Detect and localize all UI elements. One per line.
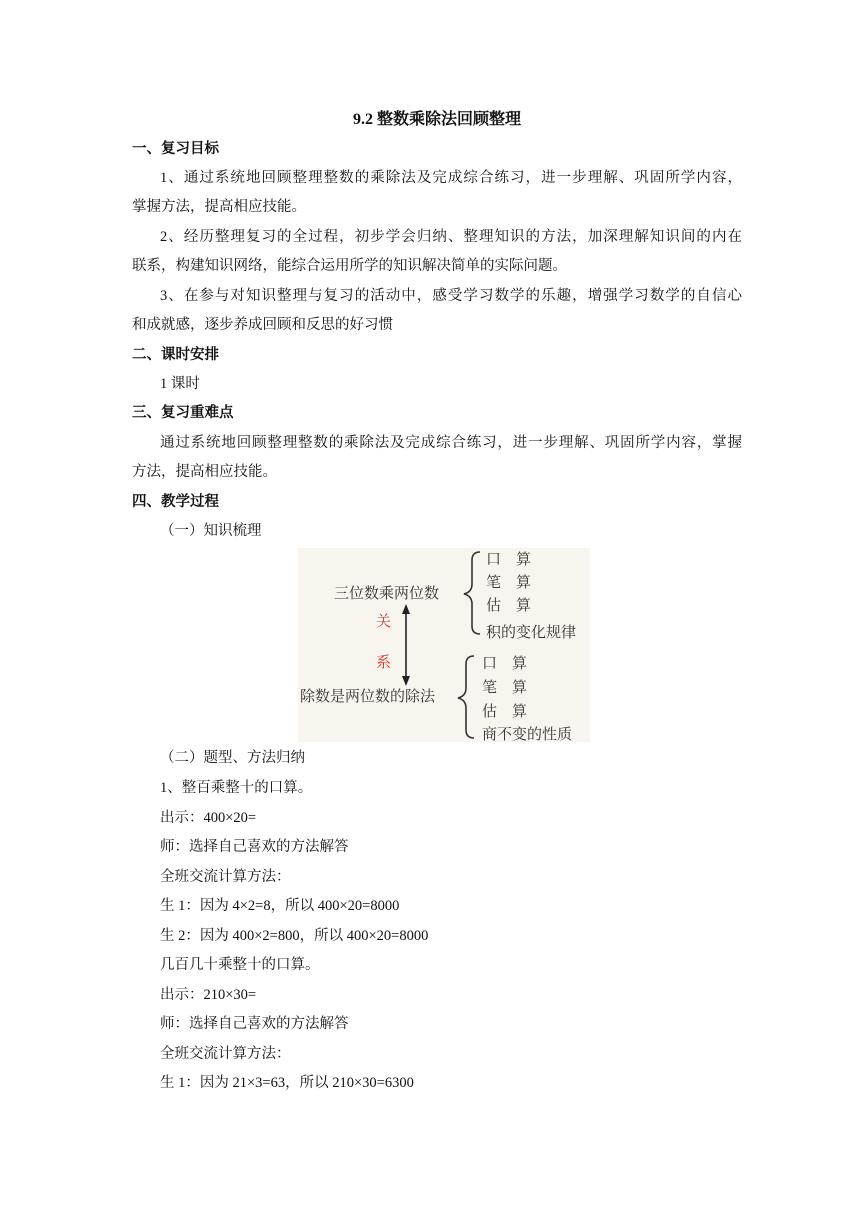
diagram-top-item: 积的变化规律 (486, 623, 577, 641)
body-line: 生 2：因为 400×2=800，所以 400×20=8000 (160, 928, 429, 944)
body-line: 生 1：因为 21×3=63，所以 210×30=6300 (160, 1075, 414, 1091)
body-line: 1、整百乘整十的口算。 (160, 780, 313, 796)
knowledge-diagram (298, 548, 590, 742)
diagram-top-label: 三位数乘两位数 (334, 584, 440, 602)
diagram-relation-char-2: 系 (376, 653, 392, 671)
goal-1-line-1: 1、通过系统地回顾整理整数的乘除法及完成综合练习，进一步理解、巩固所学内容， (160, 170, 742, 186)
section-heading-key-points: 三、复习重难点 (132, 405, 234, 421)
diagram-top-item: 口 算 (486, 550, 532, 568)
diagram-top-item: 估 算 (486, 596, 532, 614)
body-line: 生 1：因为 4×2=8，所以 400×20=8000 (160, 898, 400, 914)
diagram-bottom-label: 除数是两位数的除法 (300, 687, 436, 705)
key-points-line-1: 通过系统地回顾整理整数的乘除法及完成综合练习，进一步理解、巩固所学内容，掌握 (160, 435, 742, 451)
body-line: 出示：400×20= (160, 810, 257, 826)
body-line: 师：选择自己喜欢的方法解答 (160, 1016, 349, 1032)
body-line: 出示：210×30= (160, 987, 257, 1003)
diagram-bottom-item: 估 算 (482, 702, 528, 720)
goal-2-line-2: 联系，构建知识网络，能综合运用所学的知识解决简单的实际问题。 (132, 258, 567, 274)
goal-3-line-1: 3、在参与对知识整理与复习的活动中，感受学习数学的乐趣，增强学习数学的自信心 (160, 288, 742, 304)
diagram-relation-char-1: 关 (376, 612, 392, 630)
body-line: 全班交流计算方法： (160, 869, 291, 885)
diagram-bottom-item: 笔 算 (482, 678, 528, 696)
subheading-methods: （二）题型、方法归纳 (160, 750, 305, 766)
document-title: 9.2 整数乘除法回顾整理 (352, 111, 521, 128)
diagram-bottom-item: 商不变的性质 (482, 725, 573, 743)
goal-2-line-1: 2、经历整理复习的全过程，初步学会归纳、整理知识的方法，加深理解知识间的内在 (160, 229, 742, 245)
goal-3-line-2: 和成就感，逐步养成回顾和反思的好习惯 (132, 317, 393, 333)
body-line: 师：选择自己喜欢的方法解答 (160, 839, 349, 855)
body-line: 几百几十乘整十的口算。 (160, 957, 320, 973)
section-heading-schedule: 二、课时安排 (132, 347, 219, 363)
subheading-knowledge: （一）知识梳理 (160, 523, 262, 539)
body-line: 全班交流计算方法： (160, 1046, 291, 1062)
section-heading-goals: 一、复习目标 (132, 141, 219, 157)
section-heading-process: 四、教学过程 (132, 494, 219, 510)
key-points-line-2: 方法，提高相应技能。 (132, 464, 277, 480)
diagram-bottom-item: 口 算 (482, 654, 528, 672)
diagram-top-item: 笔 算 (486, 573, 532, 591)
goal-1-line-2: 掌握方法，提高相应技能。 (132, 199, 306, 215)
schedule-text: 1 课时 (160, 376, 200, 392)
diagram-graphics (298, 548, 590, 742)
